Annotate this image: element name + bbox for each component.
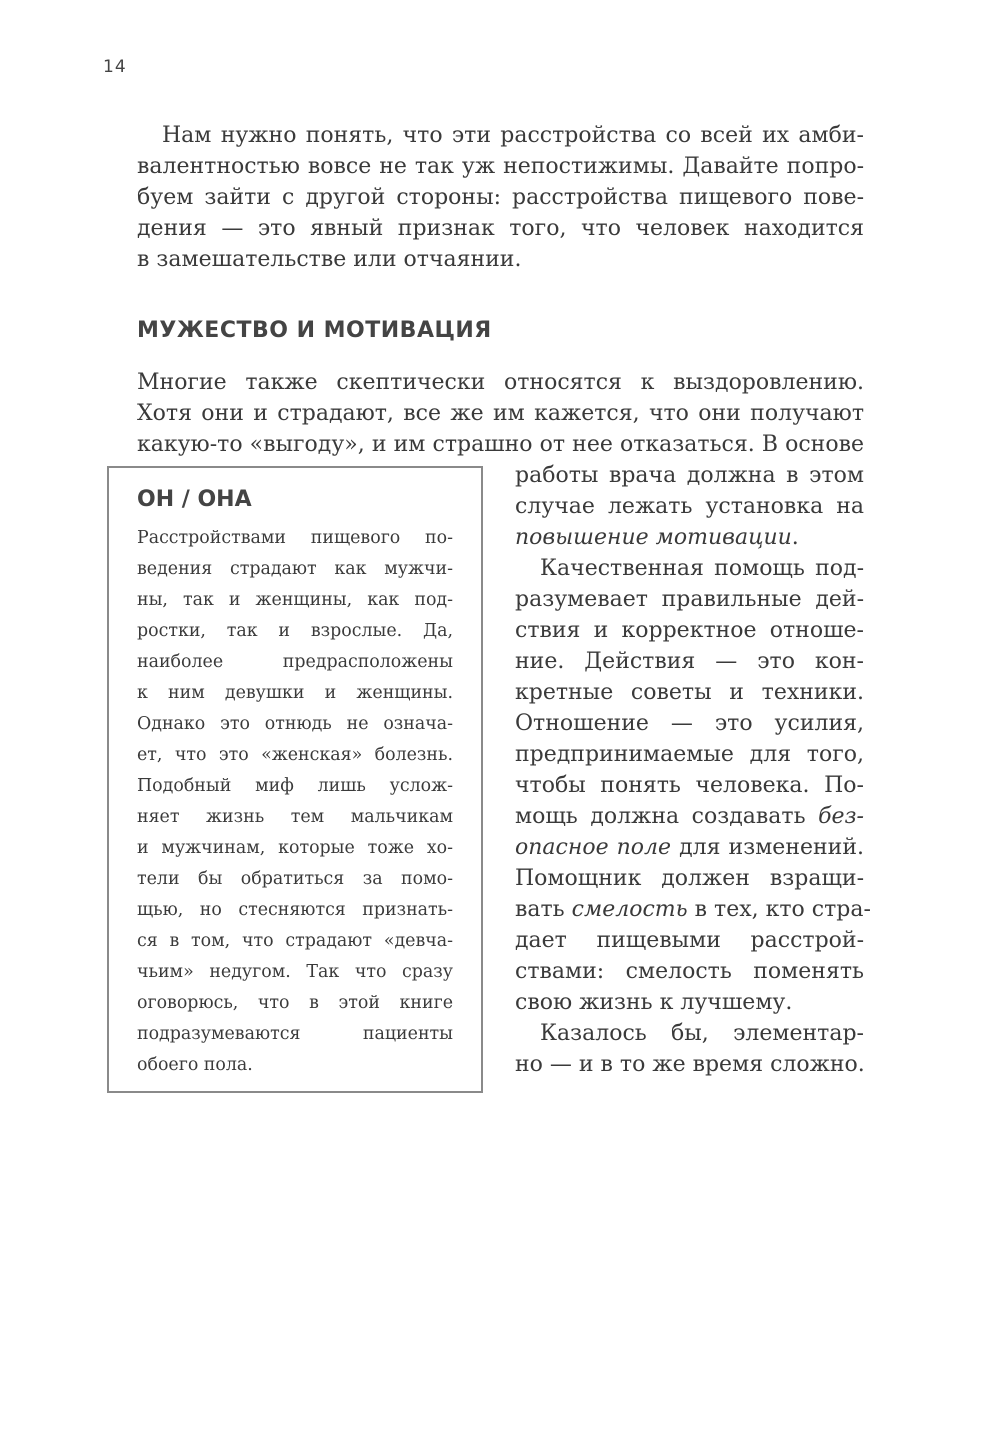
right-p2-line-15: свою жизнь к лучшему. xyxy=(515,990,793,1015)
right-p2-line-12 xyxy=(515,894,871,925)
sidebar-line: и мужчинам, которые тоже хо- xyxy=(137,838,453,858)
sidebar-line: ведения страдают как мужчи- xyxy=(137,559,453,579)
right-p2-line-3: ствия и корректное отноше- xyxy=(515,618,864,643)
right-p2-line-11: Помощник должен взращи- xyxy=(515,866,864,891)
right-p1-line-1: работы врача должна в этом xyxy=(515,463,864,488)
right-p2-line-7: предпринимаемые для того, xyxy=(515,742,864,767)
sidebar-line: чьим» недугом. Так что сразу xyxy=(137,962,453,982)
sidebar-line: тели бы обратиться за помо- xyxy=(137,869,453,889)
right-p2-line-12-end: в тех, кто стра- xyxy=(687,897,871,922)
intro-line-1: Нам нужно понять, что эти расстройства со всей их амби- xyxy=(162,123,864,148)
sidebar-line: Подобный миф лишь услож- xyxy=(137,776,453,796)
sidebar-line: няет жизнь тем мальчикам xyxy=(137,807,453,827)
right-p2-line-13: дает пищевыми расстрой- xyxy=(515,928,864,953)
right-p2-line-8: чтобы понять человека. По- xyxy=(515,773,864,798)
right-p2-line-1: Качественная помощь под- xyxy=(540,556,864,581)
sidebar-line: ся в том, что страдают «девча- xyxy=(137,931,453,951)
right-p1-line-3-end: . xyxy=(791,525,799,550)
right-p2-line-2: разумевает правильные дей- xyxy=(515,587,864,612)
section-line-1: Многие также скептически относятся к выздоровлению. xyxy=(137,370,864,395)
intro-line-2: валентностью вовсе не так уж непостижимы. Давайте попро- xyxy=(137,154,864,179)
right-p3-line-2: но — и в то же время сложно. xyxy=(515,1052,865,1077)
right-p2-line-10 xyxy=(515,832,864,863)
right-p2-line-9 xyxy=(515,801,864,832)
intro-line-5: в замешательстве или отчаянии. xyxy=(137,247,522,272)
right-p2-line-6: Отношение — это усилия, xyxy=(515,711,864,736)
sidebar-line: к ним девушки и женщины. xyxy=(137,683,453,703)
sidebar-line: обоего пола. xyxy=(137,1055,253,1075)
sidebar-title: ОН / ОНА xyxy=(137,487,252,512)
right-p2-line-10-end: для изменений. xyxy=(671,835,864,860)
right-p2-line-14: ствами: смелость поменять xyxy=(515,959,864,984)
sidebar-line: ны, так и женщины, как под- xyxy=(137,590,453,610)
emphasis-motivation: повышение мотивации xyxy=(515,525,792,550)
right-p3-line-1: Казалось бы, элементар- xyxy=(540,1021,864,1046)
emphasis-safe-2: опасное поле xyxy=(515,835,672,860)
sidebar-line: Однако это отнюдь не означа- xyxy=(137,714,453,734)
right-p2-line-4: ние. Действия — это кон- xyxy=(515,649,864,674)
section-line-2: Хотя они и страдают, все же им кажется, что они получают xyxy=(137,401,864,426)
emphasis-safe-1: без- xyxy=(818,804,864,829)
right-p1-line-2: случае лежать установка на xyxy=(515,494,864,519)
intro-line-4: дения — это явный признак того, что человек находится xyxy=(137,216,864,241)
page-number: 14 xyxy=(103,57,127,77)
sidebar-line: ростки, так и взрослые. Да, xyxy=(137,621,453,641)
section-line-3: какую-то «выгоду», и им страшно от нее отказаться. В основе xyxy=(137,432,864,457)
sidebar-line: наиболее предрасположены xyxy=(137,652,453,672)
sidebar-line: Расстройствами пищевого по- xyxy=(137,528,453,548)
intro-line-3: буем зайти с другой стороны: расстройства пищевого пове- xyxy=(137,185,864,210)
sidebar-line: оговорюсь, что в этой книге xyxy=(137,993,453,1013)
sidebar-line: щью, но стесняются признать- xyxy=(137,900,453,920)
section-heading: МУЖЕСТВО И МОТИВАЦИЯ xyxy=(137,318,492,343)
sidebar-line: подразумеваются пациенты xyxy=(137,1024,453,1044)
right-p2-line-12-start: вать xyxy=(515,897,572,922)
sidebar-line: ет, что это «женская» болезнь. xyxy=(137,745,453,765)
emphasis-courage: смелость xyxy=(571,897,688,922)
right-p2-line-9-start: мощь должна создавать xyxy=(515,804,819,829)
right-p1-line-3 xyxy=(515,522,864,553)
right-p2-line-5: кретные советы и техники. xyxy=(515,680,864,705)
